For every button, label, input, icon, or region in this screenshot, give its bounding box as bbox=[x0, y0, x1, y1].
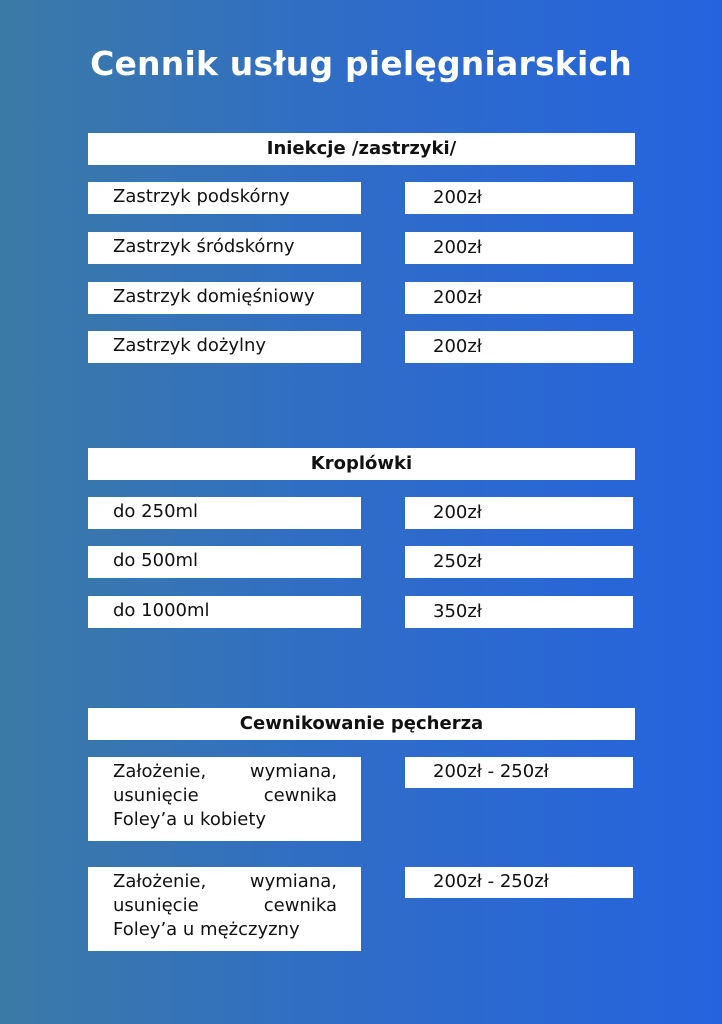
service-name: Zastrzyk domięśniowy bbox=[88, 282, 361, 314]
section-header-iniekcje: Iniekcje /zastrzyki/ bbox=[88, 133, 635, 165]
service-name: Założenie, wymiana, usunięcie cewnika Foley’a u mężczyzny bbox=[88, 867, 361, 951]
service-price: 200zł - 250zł bbox=[405, 757, 633, 788]
service-name: Zastrzyk dożylny bbox=[88, 331, 361, 363]
service-price: 200zł - 250zł bbox=[405, 867, 633, 898]
service-name: do 1000ml bbox=[88, 596, 361, 628]
page-title: Cennik usług pielęgniarskich bbox=[90, 44, 632, 83]
service-name: do 500ml bbox=[88, 546, 361, 578]
service-price: 250zł bbox=[405, 546, 633, 578]
service-name: Założenie, wymiana, usunięcie cewnika Foley’a u kobiety bbox=[88, 757, 361, 841]
section-header-kroplowki: Kroplówki bbox=[88, 448, 635, 480]
service-price: 200zł bbox=[405, 331, 633, 363]
service-price: 200zł bbox=[405, 182, 633, 214]
service-name: Zastrzyk śródskórny bbox=[88, 232, 361, 264]
service-name: Zastrzyk podskórny bbox=[88, 182, 361, 214]
service-price: 200zł bbox=[405, 232, 633, 264]
service-price: 200zł bbox=[405, 282, 633, 314]
service-price: 350zł bbox=[405, 596, 633, 628]
service-name: do 250ml bbox=[88, 497, 361, 529]
section-header-cewnikowanie: Cewnikowanie pęcherza bbox=[88, 708, 635, 740]
service-price: 200zł bbox=[405, 497, 633, 529]
